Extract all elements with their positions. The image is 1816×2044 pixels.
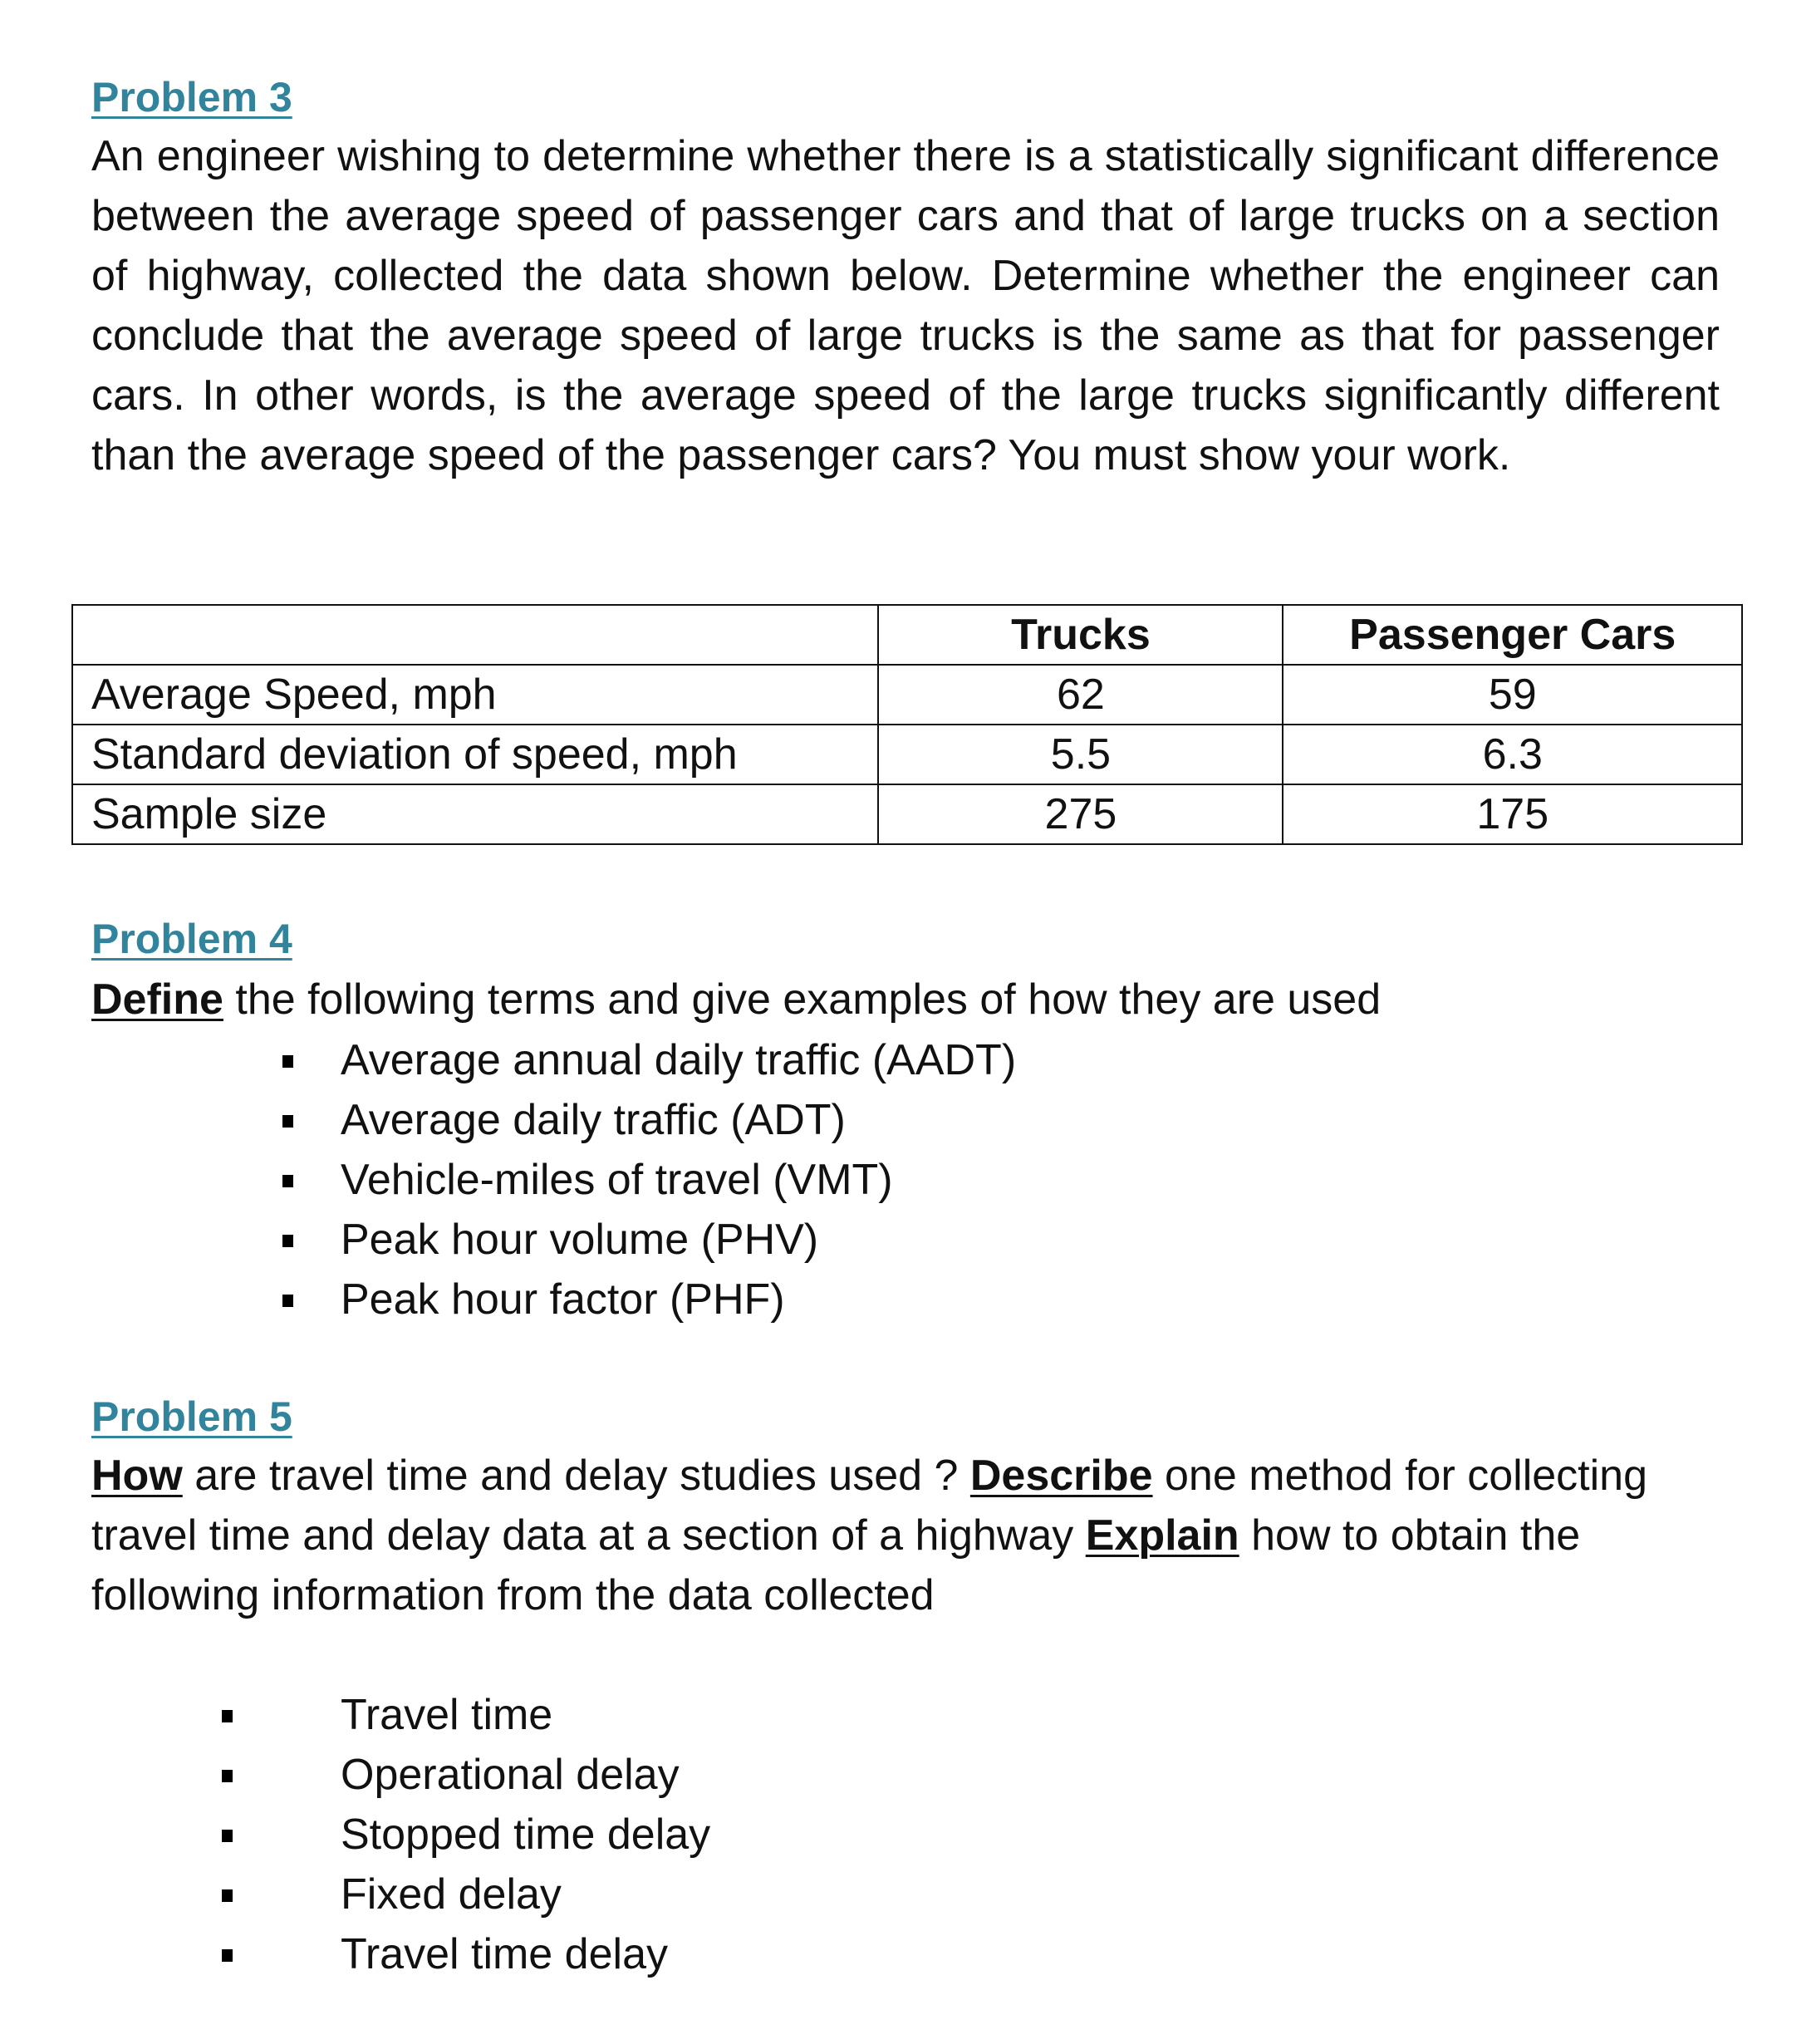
how-keyword: How: [91, 1452, 183, 1500]
info-label: Travel time: [341, 1691, 553, 1739]
square-bullet-icon: [222, 1949, 233, 1962]
square-bullet-icon: [282, 1175, 293, 1187]
problem-4-heading: Problem 4: [91, 916, 292, 962]
describe-keyword: Describe: [969, 1452, 1153, 1500]
term-label: Vehicle-miles of travel (VMT): [341, 1156, 893, 1204]
cars-value: 6.3: [1283, 725, 1742, 784]
header-trucks: Trucks: [878, 605, 1283, 665]
list-item: [341, 1210, 1016, 1270]
list-item: [341, 1090, 1016, 1150]
problem-3-heading: Problem 3: [91, 74, 292, 120]
problem-5-info-list: [341, 1685, 710, 1984]
problem-5-sentence-2: one method for collecting travel time and delay data at a section of a highway: [91, 1452, 1648, 1560]
list-item: [341, 1150, 1016, 1210]
define-keyword: Define: [91, 975, 223, 1024]
info-label: Operational delay: [341, 1751, 680, 1799]
square-bullet-icon: [222, 1830, 233, 1842]
trucks-value: 5.5: [878, 725, 1283, 784]
problem-3-text: An engineer wishing to determine whether there is a statistically significant difference between the average speed of passenger cars and that of large trucks on a section of highway, collected the data shown below. Determine whether the engineer can conclude that the average speed of large trucks is the same as that for passenger cars. In other words, is the average speed of the large trucks significantly different than the average speed of the passenger cars? You must show your work.: [91, 132, 1720, 479]
table-header-row: [72, 605, 1742, 665]
term-label: Average daily traffic (ADT): [341, 1096, 846, 1144]
problem-4-instruction: the following terms and give examples of how they are used: [223, 975, 1382, 1024]
table-row: [72, 725, 1742, 784]
info-label: Stopped time delay: [341, 1811, 711, 1859]
term-label: Peak hour volume (PHV): [341, 1216, 819, 1264]
list-item: [341, 1805, 710, 1865]
square-bullet-icon: [282, 1295, 293, 1307]
explain-keyword: Explain: [1085, 1511, 1239, 1560]
info-label: Fixed delay: [341, 1870, 562, 1919]
square-bullet-icon: [222, 1770, 233, 1782]
header-passenger-cars: Passenger Cars: [1283, 605, 1742, 665]
table-row: [72, 665, 1742, 725]
problem-4-text: [91, 970, 1720, 1029]
term-label: Average annual daily traffic (AADT): [341, 1036, 1017, 1084]
cars-value: 59: [1283, 665, 1742, 725]
cars-value: 175: [1283, 784, 1742, 844]
list-item: [341, 1685, 710, 1745]
trucks-value: 62: [878, 665, 1283, 725]
table-row: [72, 784, 1742, 844]
list-item: [341, 1924, 710, 1984]
square-bullet-icon: [282, 1115, 293, 1128]
list-item: [341, 1865, 710, 1924]
list-item: [341, 1745, 710, 1805]
problem-5-sentence-1: are travel time and delay studies used ?: [182, 1452, 970, 1500]
square-bullet-icon: [222, 1710, 233, 1722]
info-label: Travel time delay: [341, 1930, 668, 1978]
problem-5-heading: Problem 5: [91, 1393, 292, 1440]
header-blank-cell: [72, 605, 878, 665]
square-bullet-icon: [222, 1889, 233, 1902]
row-label: Standard deviation of speed, mph: [72, 725, 878, 784]
square-bullet-icon: [282, 1055, 293, 1068]
term-label: Peak hour factor (PHF): [341, 1275, 785, 1324]
trucks-value: 275: [878, 784, 1283, 844]
row-label: Sample size: [72, 784, 878, 844]
square-bullet-icon: [282, 1235, 293, 1247]
row-label: Average Speed, mph: [72, 665, 878, 725]
problem-5-sentence-3: how to obtain the following information from the data collected: [91, 1511, 1581, 1619]
problem-5-text: [91, 1446, 1728, 1625]
list-item: [341, 1030, 1016, 1090]
list-item: [341, 1270, 1016, 1329]
problem-4-term-list: [341, 1030, 1016, 1329]
speed-data-table: [71, 604, 1743, 845]
